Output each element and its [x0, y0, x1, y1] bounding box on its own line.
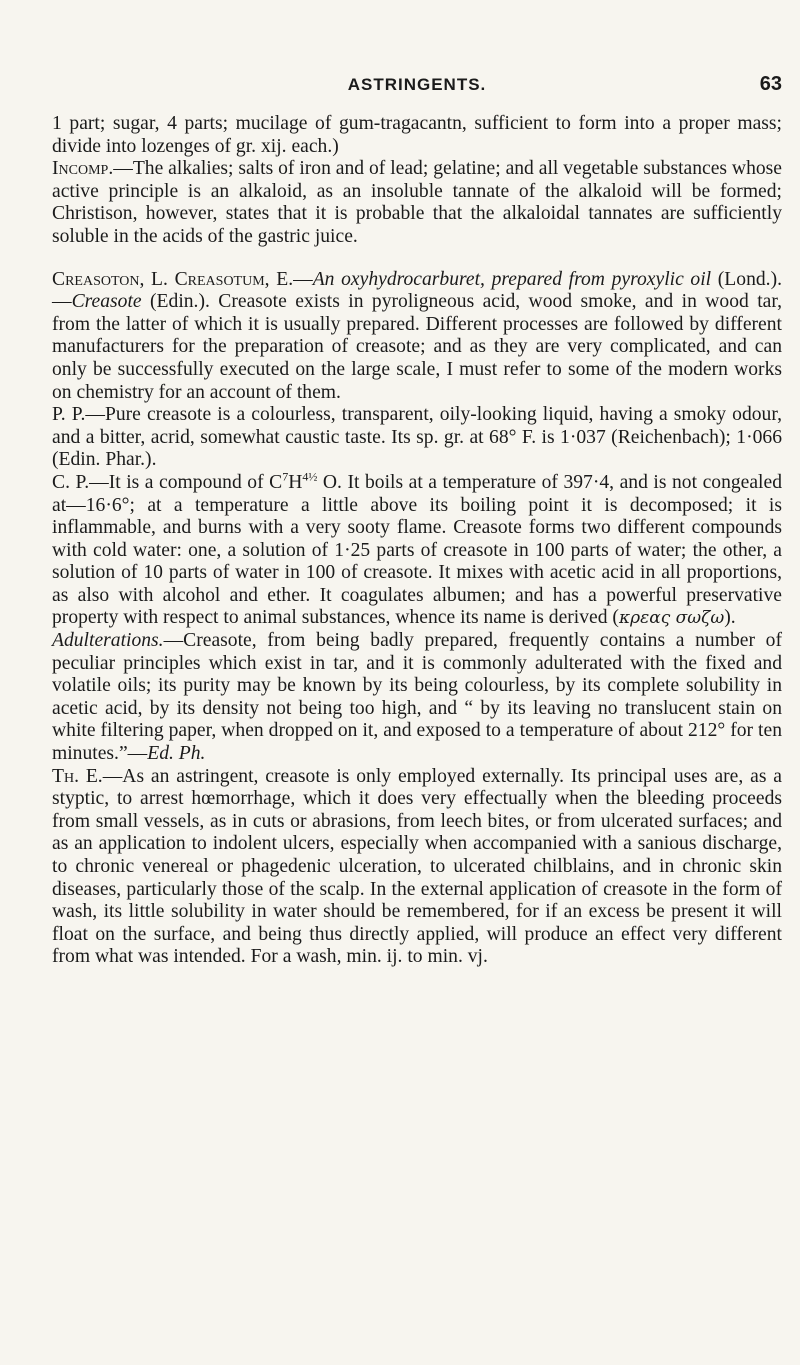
paragraph-therapeutic-effects	[52, 766, 782, 969]
running-header	[52, 75, 782, 101]
creasote-heading-edinburgh: Creasotum, E.	[174, 268, 294, 290]
cp-greek-etymology: κρεας σωζω	[618, 608, 725, 629]
creasote-dash: —	[293, 268, 313, 290]
paragraph-chemical-properties	[52, 469, 782, 630]
paragraph-creasote	[52, 269, 782, 405]
incomp-label: Incomp.	[52, 158, 114, 180]
paragraph-lozenge-recipe: 1 part; sugar, 4 parts; mucilage of gum-tragacantn, sufficient to form into a proper mass; divide into lozenges of gr. xij. each.)	[52, 113, 782, 157]
adulterations-text: —Creasote, from being badly prepared, frequently contains a number of peculiar principles which exist in tar, and it is commonly adulterated with the fixed and volatile oils; its purity may be known by its being colourless, by its complete solubility in acetic acid, by its density not being too high, and “ by its leaving no translucent stain on white filtering paper, when dropped on it, and exposed to a temperature of about 212° for ten minutes.”—	[52, 630, 782, 765]
cp-text: O. It boils at a temperature of 397·4, and is not congealed at—16·6°; at a temperature a little above its boiling point it is decomposed; it is inflammable, and burns with a very sooty flame. Creasote forms two different compounds with cold water: one, a solution of 1·25 parts of creasote in 100 parts of water; the other, a solution of 10 parts of water in 100 of creasote. It mixes with acetic acid in all proportions, as also with alcohol and ether. It coagulates albumen; and has a powerful preservative property with respect to animal substances, whence its name is derived (	[52, 471, 782, 629]
paragraph-physical-properties: P. P.—Pure creasote is a colourless, transparent, oily-looking liquid, having a smoky odour, and a bitter, acrid, somewhat caustic taste. Its sp. gr. at 68° F. is 1·037 (Reichenbach); 1·066 (Edin. Phar.).	[52, 404, 782, 471]
incomp-text: —The alkalies; salts of iron and of lead; gelatine; and all vegetable substances whose active principle is an alkaloid, as an insoluble tannate of the alkaloid will be formed; Christison, however, states that it is probable that the alkaloidal tannates are sufficiently soluble in the acids of the gastric juice.	[52, 158, 782, 247]
page-number: 63	[759, 73, 782, 95]
running-title: ASTRINGENTS.	[347, 75, 487, 94]
paragraph-adulterations	[52, 630, 782, 766]
adulterations-source: Ed. Ph.	[147, 743, 206, 765]
body-text	[52, 113, 782, 969]
creasote-heading-london: Creasoton, L.	[52, 268, 168, 290]
creasote-text: (Edin.). Creasote exists in pyroligneous acid, wood smoke, and in wood tar, from the latter of which it is usually prepared. Different processes are followed by different manufacturers for the preparation of creasote; and as they are very complicated, and can only be successfully executed on the large scale, I must refer to some of the modern works on chemistry for an account of them.	[52, 291, 782, 403]
creasote-description: An oxyhydrocarburet, prepared from pyroxylic oil	[312, 268, 712, 290]
creasote-london-ref: (Lond.).—	[52, 268, 782, 313]
creasote-edin-name: Creasote	[71, 291, 142, 313]
adulterations-label: Adulterations.	[52, 630, 164, 652]
section-gap	[52, 249, 782, 269]
paragraph-incompatibles	[52, 158, 782, 248]
cp-formula-hydrogen: 4½	[302, 469, 318, 484]
cp-end: ).	[724, 607, 736, 629]
cp-formula-h: H	[288, 471, 303, 493]
th-label: Th. E.	[52, 765, 103, 787]
cp-intro: C. P.—It is a compound of C	[52, 471, 283, 493]
th-text: —As an astringent, creasote is only employed externally. Its principal uses are, as a styptic, to arrest hœmorrhage, which it does very effectually when the bleeding proceeds from small vessels, as in cuts or abrasions, from leech bites, or from ulcerated surfaces; and as an application to indolent ulcers, especially when accompanied with a sanious discharge, to chronic venereal or phagedenic ulceration, to ulcerated chilblains, and in chronic skin diseases, particularly those of the scalp. In the external application of creasote in the form of wash, its little solubility in water should be remembered, for if an excess be present it will float on the surface, and being thus directly applied, will produce an effect very different from what was intended. For a wash, min. ij. to min. vj.	[52, 765, 782, 968]
cp-formula-carbon: 7	[282, 469, 289, 484]
